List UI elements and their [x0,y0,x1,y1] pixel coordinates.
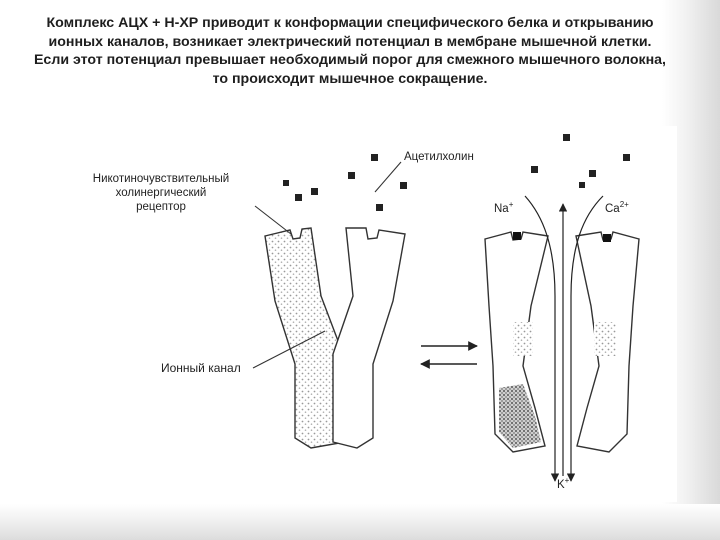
closed-receptor-right-subunit [333,228,405,448]
open-receptor-dark-shading [499,384,541,448]
bound-acetylcholine-right [603,234,611,242]
acetylcholine-molecule [311,188,318,195]
open-receptor-band-left [513,322,533,356]
acetylcholine-molecule [348,172,355,179]
acetylcholine-label: Ацетилхолин [404,151,474,163]
ion-channel-label: Ионный канал [161,361,241,375]
receptor-leader-line [255,206,291,234]
acetylcholine-molecule [283,180,289,186]
slide-edge-shade-bottom [0,504,720,540]
closed-receptor [265,228,405,448]
sodium-ion-label: Na+ [494,200,514,215]
bound-acetylcholine-left [513,232,521,240]
receptor-diagram [43,126,677,502]
open-receptor [485,232,639,452]
potassium-ion-label: K+ [557,476,570,491]
acetylcholine-molecule [579,182,585,188]
acetylcholine-molecule [563,134,570,141]
acetylcholine-molecule [371,154,378,161]
calcium-ion-label: $Ca^{2+}$ [605,200,629,215]
acetylcholine-molecule [623,154,630,161]
acetylcholine-molecule [589,170,596,177]
acetylcholine-molecule [295,194,302,201]
receptor-label-line3: рецептор [136,201,186,213]
acetylcholine-molecules [283,134,630,211]
acetylcholine-molecule [531,166,538,173]
acetylcholine-leader-line [375,162,401,192]
receptor-label-line2: холинергический [115,187,207,199]
slide-caption: Комплекс АЦХ + Н-ХР приводит к конформации специфического белка и открыванию ионных каналов, возникает электрический потенциал в мембране мышечной клетки. Если этот потенциал превышает необходимый порог для смежного мышечного волокна, то происходит мышечное сокращение. [33,15,667,87]
open-receptor-band-right [594,322,616,356]
acetylcholine-molecule [400,182,407,189]
receptor-label-line1: Никотиночувствительный [92,173,230,185]
acetylcholine-molecule [376,204,383,211]
